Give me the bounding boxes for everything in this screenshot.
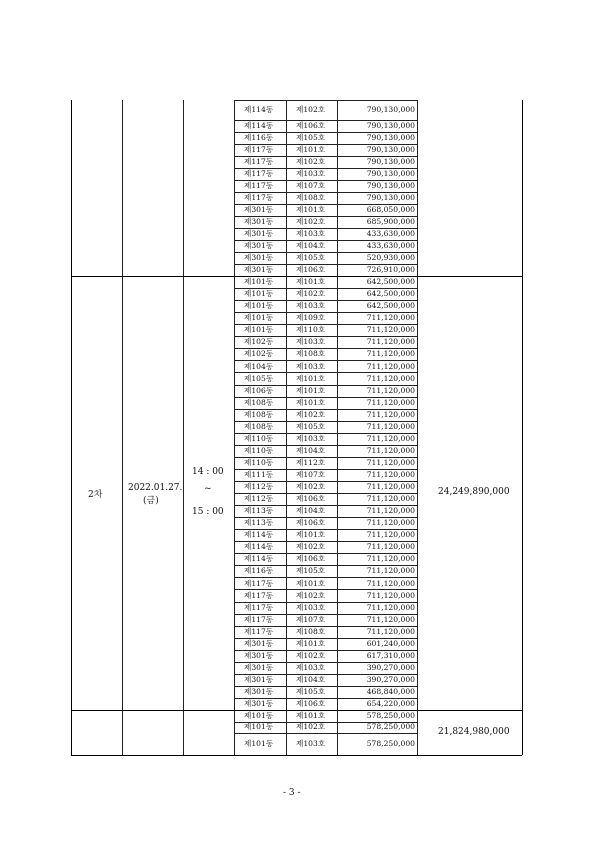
cell-price: 642,500,000 <box>366 289 415 299</box>
cell-ho: 제105호 <box>296 253 326 263</box>
cell-ho: 제105호 <box>296 133 326 143</box>
cell-dong: 제301동 <box>244 205 274 215</box>
cell-dong: 제301동 <box>244 253 274 263</box>
table-rule <box>234 100 417 101</box>
cell-dong: 제117동 <box>244 193 274 203</box>
cell-ho: 제102호 <box>296 289 326 299</box>
cell-ho: 제101호 <box>296 373 326 383</box>
cell-ho: 제102호 <box>296 650 326 660</box>
cell-ho: 제106호 <box>296 265 326 275</box>
cell-dong: 제104동 <box>244 361 274 371</box>
cell-ho: 제110호 <box>296 325 326 335</box>
cell-price: 790,130,000 <box>366 169 415 179</box>
cell-ho: 제106호 <box>296 699 326 709</box>
cell-price: 711,120,000 <box>366 373 415 383</box>
cell-dong: 제301동 <box>244 662 274 672</box>
table-rule <box>417 100 418 755</box>
cell-price: 711,120,000 <box>366 518 415 528</box>
cell-price: 711,120,000 <box>366 421 415 431</box>
cell-dong: 제113동 <box>244 506 274 516</box>
cell-ho: 제102호 <box>296 157 326 167</box>
cell-ho: 제102호 <box>296 105 326 115</box>
cell-ho: 제112호 <box>296 457 326 467</box>
cell-dong: 제117동 <box>244 578 274 588</box>
cell-ho: 제101호 <box>296 145 326 155</box>
cell-price: 790,130,000 <box>366 157 415 167</box>
cell-price: 668,050,000 <box>366 205 415 215</box>
cell-price: 790,130,000 <box>366 133 415 143</box>
cell-dong: 제106동 <box>244 385 274 395</box>
cell-dong: 제102동 <box>244 349 274 359</box>
auction-day: (금) <box>143 496 159 506</box>
cell-ho: 제105호 <box>296 687 326 697</box>
cell-dong: 제301동 <box>244 638 274 648</box>
cell-ho: 제101호 <box>296 397 326 407</box>
cell-ho: 제104호 <box>296 445 326 455</box>
cell-ho: 제101호 <box>296 530 326 540</box>
cell-ho: 제102호 <box>296 482 326 492</box>
table-rule <box>71 100 72 755</box>
cell-dong: 제108동 <box>244 397 274 407</box>
table-rule <box>286 100 287 755</box>
cell-price: 711,120,000 <box>366 590 415 600</box>
cell-ho: 제107호 <box>296 470 326 480</box>
page-number: - 3 - <box>283 788 301 798</box>
cell-dong: 제301동 <box>244 217 274 227</box>
cell-ho: 제102호 <box>296 722 326 732</box>
cell-dong: 제101동 <box>244 325 274 335</box>
time-separator: ~ <box>204 484 212 494</box>
table-rule <box>183 100 184 755</box>
cell-price: 642,500,000 <box>366 301 415 311</box>
cell-price: 685,900,000 <box>366 217 415 227</box>
cell-dong: 제301동 <box>244 674 274 684</box>
cell-ho: 제104호 <box>296 241 326 251</box>
cell-price: 711,120,000 <box>366 614 415 624</box>
cell-dong: 제102동 <box>244 337 274 347</box>
cell-ho: 제103호 <box>296 361 326 371</box>
cell-price: 601,240,000 <box>366 638 415 648</box>
cell-dong: 제105동 <box>244 373 274 383</box>
cell-dong: 제117동 <box>244 626 274 636</box>
cell-price: 578,250,000 <box>366 739 415 749</box>
cell-ho: 제101호 <box>296 710 326 720</box>
cell-dong: 제101동 <box>244 739 274 749</box>
cell-dong: 제101동 <box>244 301 274 311</box>
cell-dong: 제101동 <box>244 722 274 732</box>
cell-ho: 제103호 <box>296 337 326 347</box>
cell-ho: 제106호 <box>296 494 326 504</box>
cell-dong: 제117동 <box>244 590 274 600</box>
cell-ho: 제102호 <box>296 590 326 600</box>
cell-price: 711,120,000 <box>366 602 415 612</box>
cell-price: 520,930,000 <box>366 253 415 263</box>
cell-price: 578,250,000 <box>366 710 415 720</box>
cell-ho: 제108호 <box>296 349 326 359</box>
table-rule <box>337 100 338 755</box>
cell-price: 711,120,000 <box>366 470 415 480</box>
cell-dong: 제301동 <box>244 265 274 275</box>
cell-price: 711,120,000 <box>366 530 415 540</box>
cell-dong: 제111동 <box>244 470 274 480</box>
section3-total: 21,824,980,000 <box>438 727 510 737</box>
cell-price: 711,120,000 <box>366 566 415 576</box>
cell-ho: 제104호 <box>296 506 326 516</box>
cell-dong: 제114동 <box>244 105 274 115</box>
cell-ho: 제103호 <box>296 169 326 179</box>
cell-dong: 제110동 <box>244 457 274 467</box>
cell-price: 711,120,000 <box>366 482 415 492</box>
round-label: 2차 <box>88 490 103 500</box>
cell-ho: 제103호 <box>296 229 326 239</box>
cell-price: 711,120,000 <box>366 506 415 516</box>
table-rule <box>71 755 522 756</box>
cell-dong: 제116동 <box>244 133 274 143</box>
table-rule <box>122 100 123 755</box>
cell-dong: 제117동 <box>244 181 274 191</box>
cell-ho: 제105호 <box>296 421 326 431</box>
cell-price: 790,130,000 <box>366 145 415 155</box>
cell-dong: 제112동 <box>244 494 274 504</box>
cell-dong: 제101동 <box>244 289 274 299</box>
cell-price: 711,120,000 <box>366 409 415 419</box>
cell-ho: 제104호 <box>296 674 326 684</box>
cell-dong: 제108동 <box>244 421 274 431</box>
cell-ho: 제103호 <box>296 739 326 749</box>
cell-price: 711,120,000 <box>366 494 415 504</box>
cell-price: 790,130,000 <box>366 121 415 131</box>
cell-dong: 제114동 <box>244 121 274 131</box>
cell-ho: 제107호 <box>296 181 326 191</box>
cell-price: 654,220,000 <box>366 699 415 709</box>
cell-ho: 제103호 <box>296 301 326 311</box>
cell-price: 578,250,000 <box>366 722 415 732</box>
cell-dong: 제101동 <box>244 710 274 720</box>
cell-price: 726,910,000 <box>366 265 415 275</box>
cell-price: 711,120,000 <box>366 385 415 395</box>
cell-price: 433,630,000 <box>366 229 415 239</box>
cell-ho: 제108호 <box>296 626 326 636</box>
table-rule <box>234 100 235 755</box>
time-start: 14 : 00 <box>192 467 224 477</box>
cell-ho: 제102호 <box>296 542 326 552</box>
table-rule <box>234 733 417 734</box>
cell-ho: 제103호 <box>296 602 326 612</box>
cell-dong: 제114동 <box>244 530 274 540</box>
table-rule <box>522 100 523 755</box>
cell-price: 642,500,000 <box>366 277 415 287</box>
cell-dong: 제117동 <box>244 602 274 612</box>
cell-ho: 제103호 <box>296 662 326 672</box>
cell-price: 711,120,000 <box>366 542 415 552</box>
cell-dong: 제117동 <box>244 157 274 167</box>
cell-ho: 제103호 <box>296 433 326 443</box>
cell-ho: 제102호 <box>296 409 326 419</box>
cell-dong: 제112동 <box>244 482 274 492</box>
cell-dong: 제114동 <box>244 542 274 552</box>
cell-dong: 제117동 <box>244 169 274 179</box>
cell-dong: 제301동 <box>244 241 274 251</box>
cell-price: 433,630,000 <box>366 241 415 251</box>
cell-price: 711,120,000 <box>366 325 415 335</box>
cell-dong: 제110동 <box>244 433 274 443</box>
cell-ho: 제106호 <box>296 121 326 131</box>
cell-dong: 제101동 <box>244 277 274 287</box>
cell-dong: 제301동 <box>244 687 274 697</box>
cell-price: 711,120,000 <box>366 445 415 455</box>
cell-dong: 제101동 <box>244 313 274 323</box>
cell-price: 711,120,000 <box>366 349 415 359</box>
cell-ho: 제101호 <box>296 385 326 395</box>
time-end: 15 : 00 <box>192 507 224 517</box>
cell-ho: 제102호 <box>296 217 326 227</box>
cell-price: 711,120,000 <box>366 337 415 347</box>
cell-price: 617,310,000 <box>366 650 415 660</box>
cell-ho: 제109호 <box>296 313 326 323</box>
cell-price: 711,120,000 <box>366 313 415 323</box>
cell-dong: 제113동 <box>244 518 274 528</box>
cell-ho: 제101호 <box>296 638 326 648</box>
cell-price: 711,120,000 <box>366 578 415 588</box>
cell-price: 711,120,000 <box>366 433 415 443</box>
cell-ho: 제101호 <box>296 205 326 215</box>
auction-date: 2022.01.27. <box>128 483 183 493</box>
cell-ho: 제101호 <box>296 277 326 287</box>
cell-ho: 제101호 <box>296 578 326 588</box>
cell-price: 711,120,000 <box>366 361 415 371</box>
cell-dong: 제117동 <box>244 145 274 155</box>
cell-dong: 제110동 <box>244 445 274 455</box>
cell-dong: 제301동 <box>244 699 274 709</box>
section2-total: 24,249,890,000 <box>438 487 510 497</box>
cell-dong: 제116동 <box>244 566 274 576</box>
cell-dong: 제117동 <box>244 614 274 624</box>
cell-ho: 제107호 <box>296 614 326 624</box>
cell-dong: 제301동 <box>244 229 274 239</box>
cell-ho: 제106호 <box>296 518 326 528</box>
cell-price: 711,120,000 <box>366 397 415 407</box>
cell-price: 711,120,000 <box>366 626 415 636</box>
cell-price: 790,130,000 <box>366 181 415 191</box>
cell-dong: 제114동 <box>244 554 274 564</box>
cell-ho: 제106호 <box>296 554 326 564</box>
cell-price: 390,270,000 <box>366 674 415 684</box>
cell-price: 468,840,000 <box>366 687 415 697</box>
cell-dong: 제108동 <box>244 409 274 419</box>
cell-price: 711,120,000 <box>366 457 415 467</box>
cell-price: 711,120,000 <box>366 554 415 564</box>
cell-price: 790,130,000 <box>366 193 415 203</box>
cell-ho: 제105호 <box>296 566 326 576</box>
cell-price: 790,130,000 <box>366 105 415 115</box>
cell-ho: 제108호 <box>296 193 326 203</box>
cell-dong: 제301동 <box>244 650 274 660</box>
cell-price: 390,270,000 <box>366 662 415 672</box>
